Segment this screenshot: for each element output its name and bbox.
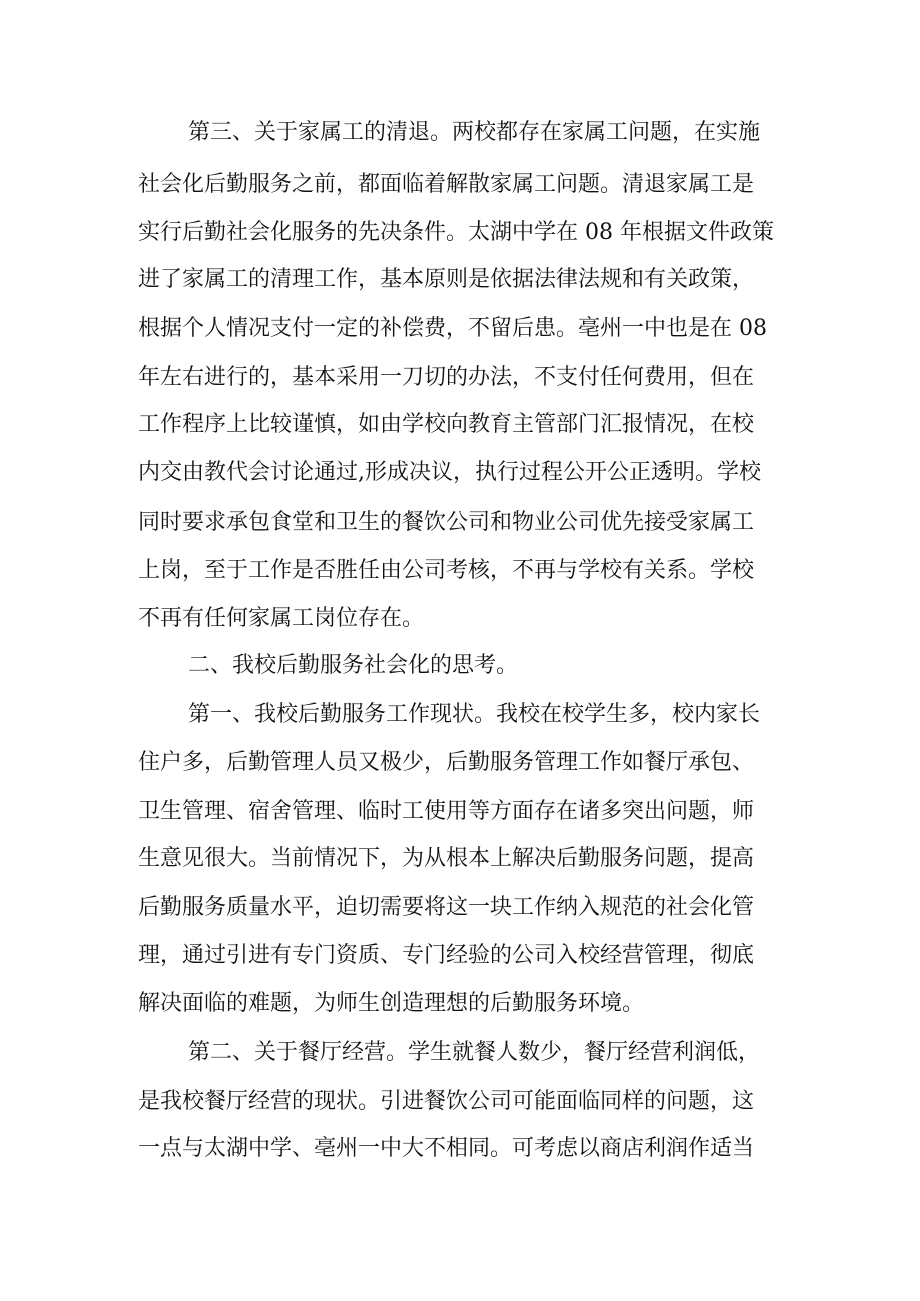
paragraph-line: 内交由教代会讨论通过,形成决议，执行过程公开公正透明。学校: [138, 460, 761, 485]
paragraph-line: 同时要求承包食堂和卫生的餐饮公司和物业公司优先接受家属工: [138, 510, 755, 535]
paragraph-line: 工作程序上比较谨慎，如由学校向教育主管部门汇报情况，在校: [138, 412, 755, 437]
paragraph-line: 第一、我校后勤服务工作现状。我校在校学生多，校内家长: [188, 702, 761, 727]
paragraph-line: 住户多，后勤管理人员又极少，后勤服务管理工作如餐厅承包、: [138, 750, 755, 775]
paragraph-line: 上岗，至于工作是否胜任由公司考核，不再与学校有关系。学校: [138, 558, 755, 583]
paragraph-line: 不再有任何家属工岗位存在。: [138, 606, 425, 631]
paragraph-line: 年左右进行的，基本采用一刀切的办法，不支付任何费用，但在: [138, 365, 755, 390]
paragraph-line: 生意见很大。当前情况下，为从根本上解决后勤服务问题，提高: [138, 846, 755, 871]
paragraph-line: 卫生管理、宿舍管理、临时工使用等方面存在诸多突出问题，师: [138, 799, 755, 824]
paragraph-line: 第二、关于餐厅经营。学生就餐人数少，餐厅经营利润低，: [188, 1040, 761, 1065]
paragraph-line: 实行后勤社会化服务的先决条件。太湖中学在 08 年根据文件政策: [138, 220, 774, 245]
section-heading: 二、我校后勤服务社会化的思考。: [188, 653, 519, 678]
paragraph-line: 进了家属工的清理工作，基本原则是依据法律法规和有关政策，: [138, 267, 755, 292]
paragraph-line: 第三、关于家属工的清退。两校都存在家属工问题，在实施: [188, 120, 761, 145]
paragraph-line: 解决面临的难题，为师生创造理想的后勤服务环境。: [138, 991, 645, 1016]
paragraph-line: 根据个人情况支付一定的补偿费，不留后患。亳州一中也是在 08: [138, 316, 767, 341]
paragraph-line: 一点与太湖中学、亳州一中大不相同。可考虑以商店利润作适当: [138, 1136, 755, 1161]
paragraph-line: 是我校餐厅经营的现状。引进餐饮公司可能面临同样的问题，这: [138, 1089, 755, 1114]
paragraph-line: 社会化后勤服务之前，都面临着解散家属工问题。清退家属工是: [138, 172, 755, 197]
paragraph-line: 理，通过引进有专门资质、专门经验的公司入校经营管理，彻底: [138, 943, 755, 968]
paragraph-line: 后勤服务质量水平，迫切需要将这一块工作纳入规范的社会化管: [138, 895, 755, 920]
